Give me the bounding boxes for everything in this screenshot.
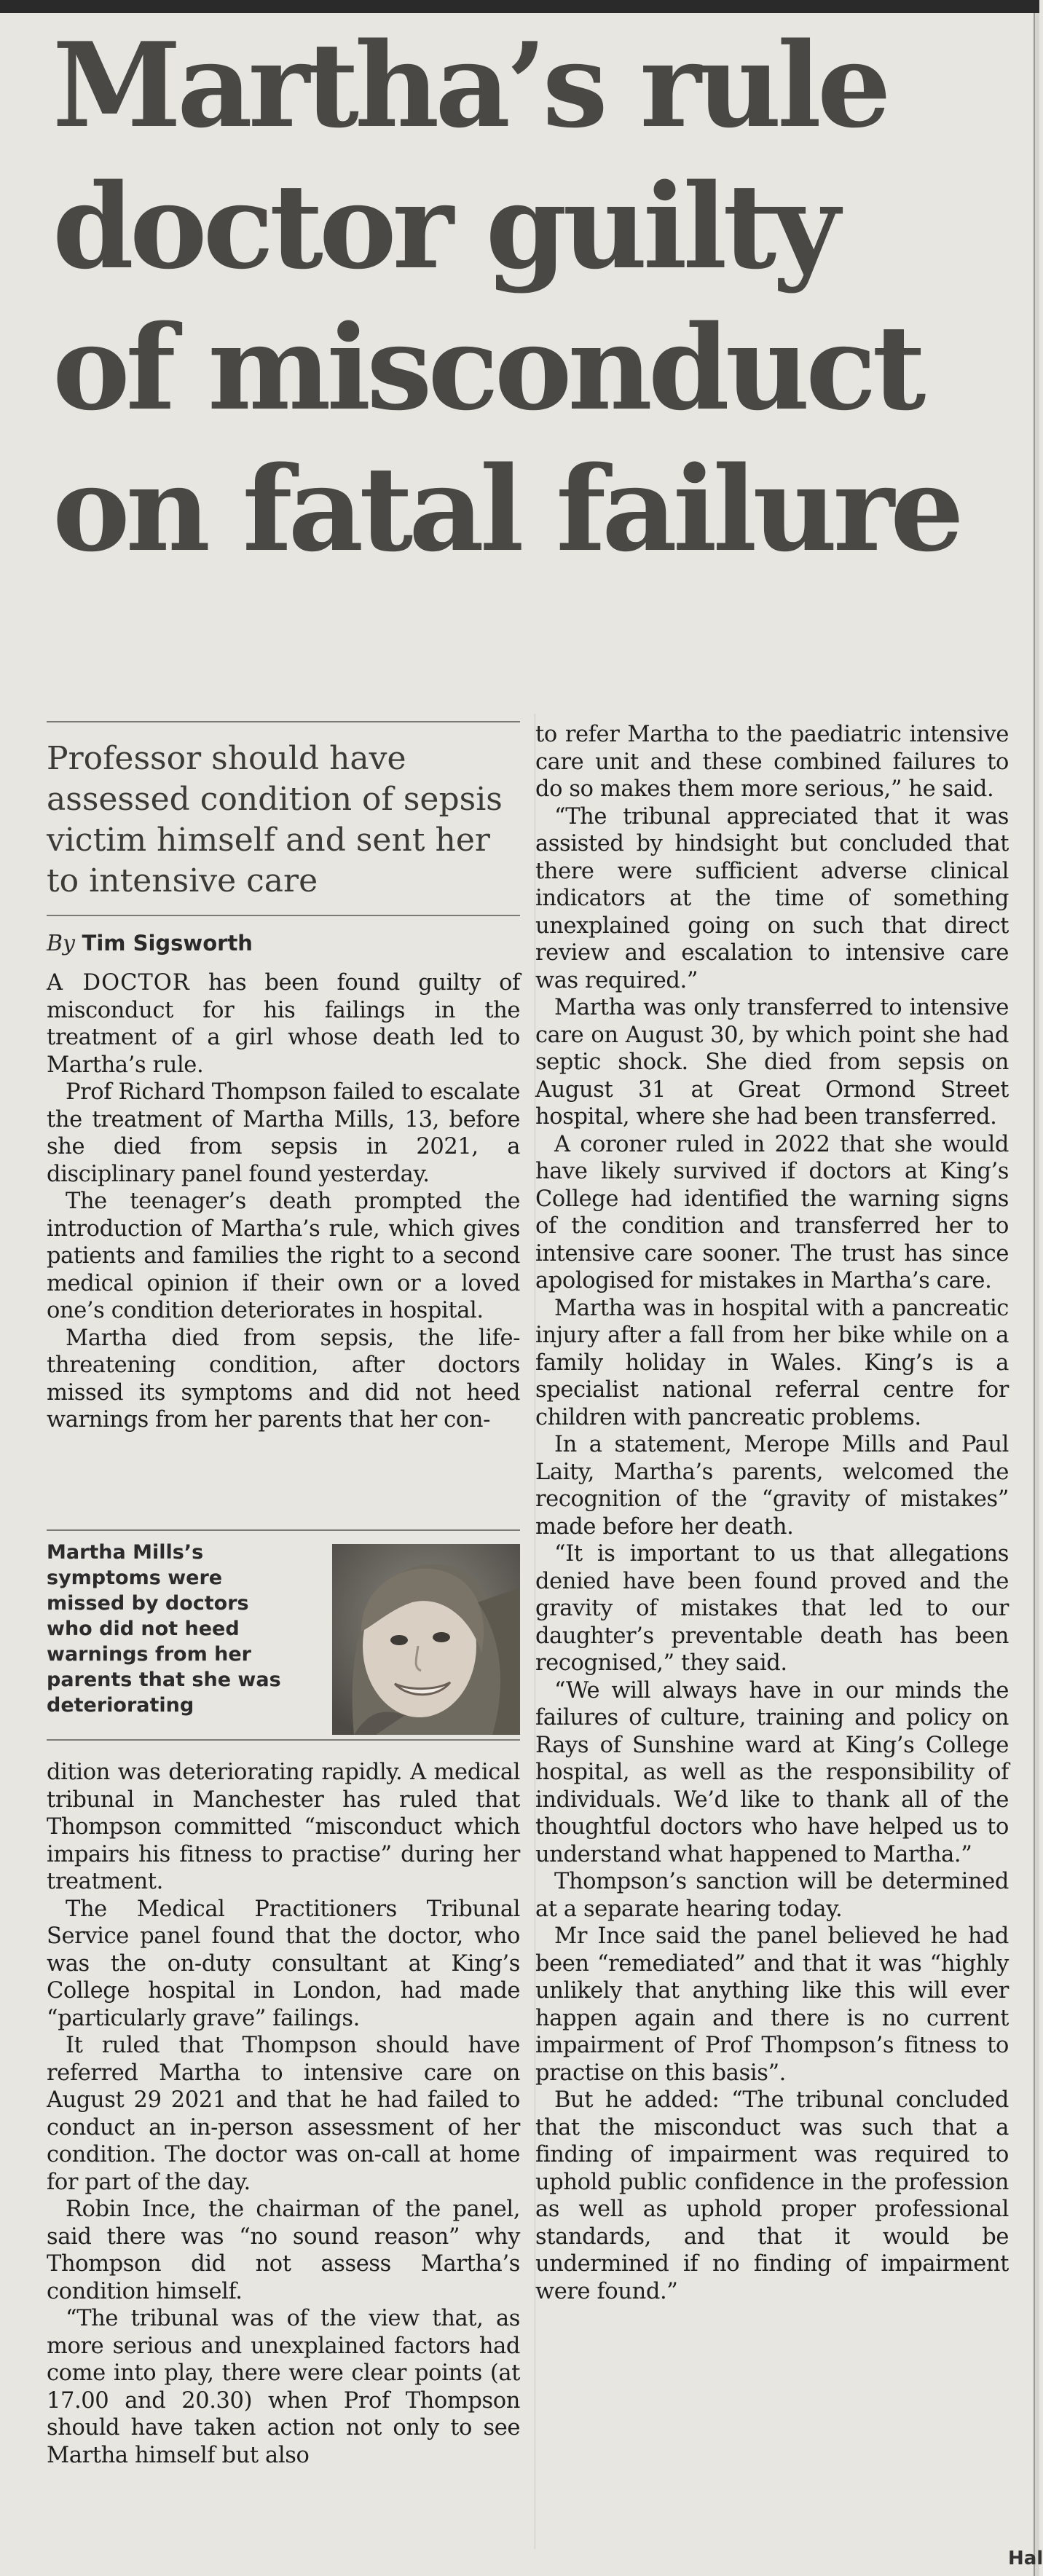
column-1-continued [47,1759,520,2469]
caption-bottom-rule [47,1739,520,1741]
byline-author: Tim Sigsworth [82,931,253,956]
paragraph: A coroner ruled in 2022 that she would have likely survived if doctors at King’s College had identified the warning signs of the condition and transferred her to intensive care sooner. The trust has since apologised for mistakes in Martha’s care. [535,1131,1009,1293]
paragraph: to refer Martha to the paediatric intensive care unit and these combined failures to do so makes them more serious,” he said. [535,722,1009,802]
paragraph: Robin Ince, the chairman of the panel, said there was “no sound reason” why Thompson did not assess Martha’s condition himself. [47,2197,520,2304]
photo-caption-box [47,1529,520,1741]
scan-top-border [0,0,1039,13]
subhead-top-rule [47,721,520,722]
column-2 [535,721,1009,2305]
paragraph: “We will always have in our minds the failures of culture, training and policy on Rays of Sunshine ward at King’s College hospital, as well as the responsibility of individuals. We’d like to thank all of the thoughtful doctors who have helped us to understand what happened to Martha.” [535,1677,1009,1867]
headline-line-4: on fatal failure [52,441,960,578]
paragraph: In a statement, Merope Mills and Paul Laity, Martha’s parents, welcomed the recognition of the “gravity of mistakes” made before her death. [535,1432,1009,1540]
byline [47,931,520,956]
headline [52,15,1021,580]
paragraph: dition was deteriorating rapidly. A medical tribunal in Manchester has ruled that Thompson committed “misconduct which impairs his fitness to practise” during her treatment. [47,1760,520,1894]
paragraph: Thompson’s sanction will be determined at a separate hearing today. [535,1869,1009,1922]
headline-line-1: Martha’s rule [52,17,887,154]
caption-top-rule [47,1529,520,1531]
paragraph: “The tribunal was of the view that, as more serious and unexplained factors had come into play, there were clear points (at 17.00 and 20.30) when Prof Thompson should have taken action not only to see Martha himself but also [47,2306,520,2468]
paragraph: Martha died from sepsis, the life-threatening condition, after doctors missed its symptoms and did not heed warnings from her parents that her con- [47,1325,520,1433]
photo-martha-mills [332,1544,520,1735]
adjacent-article-fragment: Hal [1008,2548,1043,2569]
paragraph: “It is important to us that allegations denied have been found proved and the gravity of mistakes that led to our daughter’s preventable death has been recognised,” they said. [535,1541,1009,1676]
paragraph: The teenager’s death prompted the introduction of Martha’s rule, which gives patients and families the right to a second medical opinion if their own or a loved one’s condition deteriorates in hospital. [47,1189,520,1323]
photo-caption: Martha Mills’s symptoms were missed by doctors who did not heed warnings from her parents that she was deteriorating [47,1541,281,1717]
headline-line-2: doctor guilty [52,158,836,295]
paragraph: “The tribunal appreciated that it was assisted by hindsight but concluded that there were sufficient adverse clinical indicators at the time of something unexplained going on such that direct review and escalation to intensive care was required.” [535,803,1009,993]
byline-rule [47,915,520,916]
subheadline: Professor should have assessed condition of sepsis victim himself and sent her to intensive care [47,740,503,899]
column-1 [47,721,520,1434]
paragraph: But he added: “The tribunal concluded that the misconduct was such that a finding of impairment was required to uphold public confidence in the profession as well as uphold proper professional standards, and that it would be undermined if no finding of impairment were found.” [535,2087,1009,2304]
lead-caps: A DOCTOR [47,970,190,996]
paragraph: The Medical Practitioners Tribunal Service panel found that the doctor, who was the on-duty consultant at King’s College hospital in London, had made “particularly grave” failings. [47,1896,520,2031]
paragraph: Martha was only transferred to intensive care on August 30, by which point she had septic shock. She died from sepsis on August 31 at Great Ormond Street hospital, where she had been transferred. [535,995,1009,1130]
page-edge [1034,13,1039,2576]
paragraph: Martha was in hospital with a pancreatic injury after a fall from her bike while on a family holiday in Wales. King’s is a specialist national referral centre for children with pancreatic problems. [535,1295,1009,1430]
byline-by: By [47,931,75,956]
paragraph: It ruled that Thompson should have referred Martha to intensive care on August 29 2021 and that he had failed to conduct an in-person assessment of her condition. The doctor was on-call at home for part of the day. [47,2033,520,2195]
lead-paragraph [47,969,520,1079]
paragraph: Mr Ince said the panel believed he had been “remediated” and that it was “highly unlikely that anything like this will ever happen again and there is no current impairment of Prof Thompson’s fitness to practise on this basis”. [535,1923,1009,2086]
portrait-illustration [332,1544,520,1735]
headline-line-3: of misconduct [52,299,922,436]
lead-rest: has been found guilty of misconduct for his failings in the treatment of a girl whose death led to Martha’s rule. [47,970,520,1078]
paragraph: Prof Richard Thompson failed to escalate the treatment of Martha Mills, 13, before she died from sepsis in 2021, a disciplinary panel found yesterday. [47,1079,520,1187]
